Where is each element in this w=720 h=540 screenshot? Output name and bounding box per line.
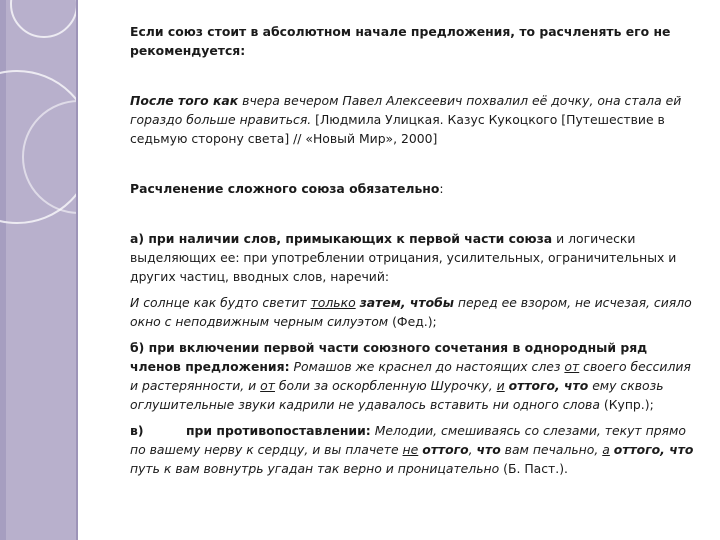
example-a-underlined: только — [310, 295, 356, 310]
example-1-conjunction: После того как — [130, 93, 239, 108]
rule-2-colon: : — [439, 181, 444, 196]
example-a-conjunction: затем, чтобы — [359, 295, 454, 310]
sidebar-edge — [76, 0, 78, 540]
case-b-heading: б) при включении первой части союзного сочетания в однородный ряд членов предложения: — [130, 340, 648, 374]
example-c-conjunction-2: что — [476, 442, 501, 457]
example-b-part4: ему сквозь оглушительные звуки кадрили не удавалось вставить ни одного слова — [130, 378, 664, 412]
example-b-part3: боли за оскорбленную Шурочку, — [274, 378, 497, 393]
case-a-heading: а) при наличии слов, примыкающих к первой части союза — [130, 231, 553, 246]
decorative-ring-top — [10, 0, 78, 38]
example-c-part3: путь к вам вовнутрь угадан так верно и проницательно — [130, 461, 500, 476]
example-a-part2: перед ее взором, не исчезая, сияло окно с неподвижным черным силуэтом — [130, 295, 692, 329]
example-b-conjunction: оттого, что — [508, 378, 589, 393]
case-c-heading: при противопоставлении: — [186, 423, 371, 438]
paragraph-case-b — [130, 338, 696, 414]
example-c-part2: вам печально, — [500, 442, 603, 457]
decorative-sidebar — [0, 0, 78, 540]
paragraph-rule-intro — [130, 22, 696, 60]
case-a-text: и логически выделяющих ее: при употреблении отрицания, усилительных, ограничительных и других частиц, вводных слов, наречий: — [130, 231, 677, 284]
rule-intro-text: Если союз стоит в абсолютном начале предложения, то расчленять его не рекомендуется: — [130, 24, 671, 58]
example-c-conjunction-3: оттого, что — [613, 442, 694, 457]
case-c-label: в) — [130, 423, 144, 438]
example-b-underlined-1: от — [564, 359, 580, 374]
paragraph-case-c — [130, 421, 696, 478]
example-c-source: (Б. Паст.). — [499, 461, 568, 476]
example-1-source: [Людмила Улицкая. Казус Кукоцкого [Путешествие в седьмую сторону света] // «Новый Мир», 2000] — [130, 112, 665, 146]
example-b-part2: своего бессилия и растерянности, и — [130, 359, 691, 393]
example-c-underlined-2: а — [602, 442, 610, 457]
slide-content — [130, 22, 696, 478]
rule-2-text: Расчленение сложного союза обязательно — [130, 181, 440, 196]
example-c-conjunction-1: оттого — [422, 442, 469, 457]
example-1-text: вчера вечером Павел Алексеевич похвалил её дочку, она стала ей гораздо больше нравиться. — [130, 93, 682, 127]
example-a-source: (Фед.); — [388, 314, 437, 329]
paragraph-case-a — [130, 229, 696, 286]
example-c-underlined-1: не — [402, 442, 419, 457]
paragraph-example-a — [130, 293, 696, 331]
example-c-part1: Мелодии, смешиваясь со слезами, текут прямо по вашему нерву к сердцу, и вы плачете — [130, 423, 686, 457]
example-b-source: (Купр.); — [599, 397, 654, 412]
example-b-part1: Ромашов же краснел до настоящих слез — [289, 359, 565, 374]
example-a-part1: И солнце как будто светит — [130, 295, 311, 310]
paragraph-example-1 — [130, 91, 696, 148]
example-b-underlined-3: и — [496, 378, 505, 393]
example-b-underlined-2: от — [260, 378, 275, 393]
example-c-comma: , — [468, 442, 477, 457]
paragraph-rule-2 — [130, 179, 696, 198]
